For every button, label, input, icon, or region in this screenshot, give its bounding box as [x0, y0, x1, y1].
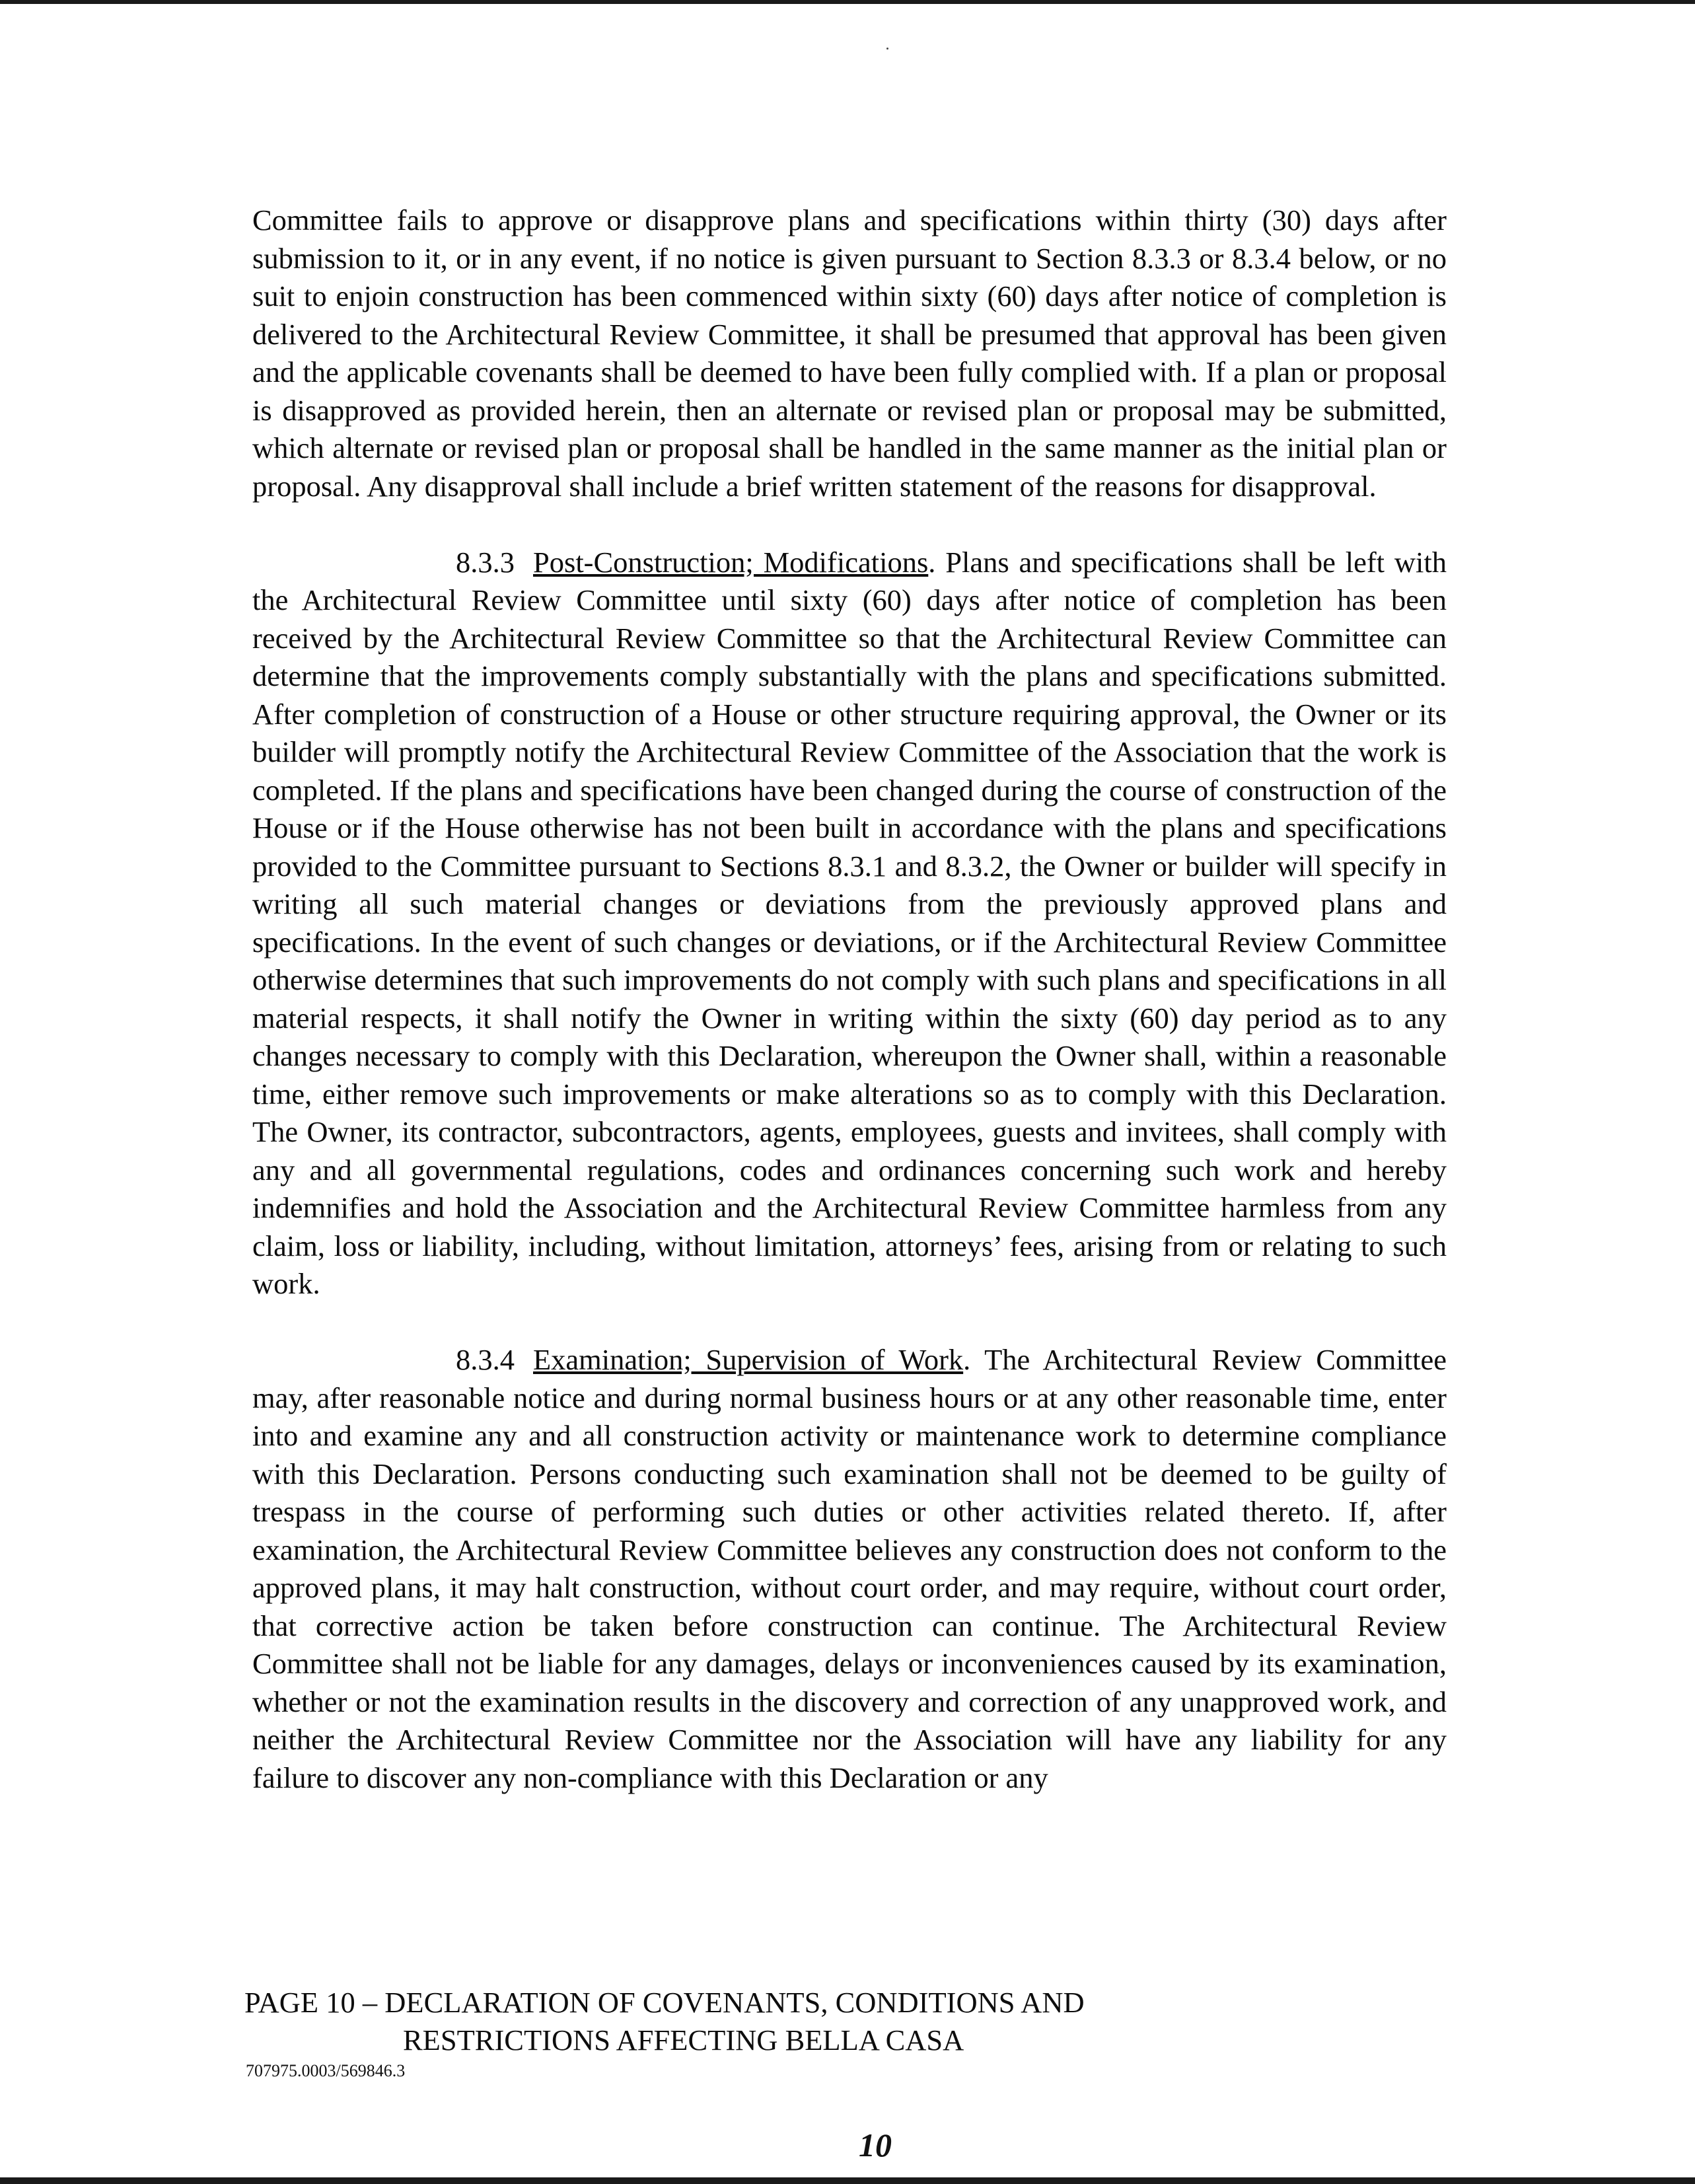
paragraph-spacer: [252, 505, 1447, 544]
scan-bottom-edge: [0, 2177, 1695, 2184]
section-indent: [252, 546, 456, 579]
section-body: Plans and specifications shall be left with the Architectural Review Committee until sixty (60) days after notice of completion has been received by the Architectural Review Committee so that the Architectural Review Committee can determine that the improvements comply substantially with the plans and specifications submitted. After completion of construction of a House or other structure requiring approval, the Owner or its builder will promptly notify the Architectural Review Committee of the Association that the work is completed. If the plans and specifications have been changed during the course of construction of the House or if the House otherwise has not been built in accordance with the plans and specifications provided to the Committee pursuant to Sections 8.3.1 and 8.3.2, the Owner or builder will specify in writing all such material changes or deviations from the previously approved plans and specifications. In the event of such changes or deviations, or if the Architectural Review Committee otherwise determines that such improvements do not comply with such plans and specifications in all material respects, it shall notify the Owner in writing within the sixty (60) day period as to any changes necessary to comply with this Declaration, whereupon the Owner shall, within a reasonable time, either remove such improvements or make alterations so as to comply with this Declaration. The Owner, its contractor, subcontractors, agents, employees, guests and invitees, shall comply with any and all governmental regulations, codes and ordinances concerning such work and hereby indemnifies and hold the Association and the Architectural Review Committee harmless from any claim, loss or liability, including, without limitation, attorneys’ fees, arising from or relating to such work.: [252, 545, 1447, 1300]
paragraph-spacer: [252, 1303, 1447, 1342]
footer-title-line-1: PAGE 10 – DECLARATION OF COVENANTS, CONDITIONS AND: [244, 1986, 1085, 2019]
section-number: 8.3.3: [456, 545, 515, 579]
heading-period: .: [963, 1343, 971, 1376]
scan-speck: [886, 48, 888, 50]
heading-period: .: [928, 545, 936, 579]
paragraph-continuation: Committee fails to approve or disapprove plans and specifications within thirty (30) days after submission to it, or in any event, if no notice is given pursuant to Section 8.3.3 or 8.3.4 below, or no suit to enjoin construction has been commenced within sixty (60) days after notice of completion is delivered to the Architectural Review Committee, it shall be presumed that approval has been given and the applicable covenants shall be deemed to have been fully complied with. If a plan or proposal is disapproved as provided herein, then an alternate or revised plan or proposal may be submitted, which alternate or revised plan or proposal shall be handled in the same manner as the initial plan or proposal. Any disapproval shall include a brief written statement of the reasons for disapproval.: [252, 203, 1447, 503]
section-8-3-3: [252, 544, 1447, 1303]
section-heading: Examination; Supervision of Work: [533, 1343, 964, 1376]
scan-top-edge: [0, 0, 1695, 4]
section-number: 8.3.4: [456, 1343, 515, 1376]
document-body: [252, 201, 1447, 1797]
document-code: 707975.0003/569846.3: [246, 2061, 406, 2080]
section-indent: [252, 1343, 456, 1376]
handwritten-page-number: 10: [859, 2127, 892, 2164]
section-body: The Architectural Review Committee may, after reasonable notice and during normal business hours or at any other reasonable time, enter into and examine any and all construction activity or maintenance work to determine compliance with this Declaration. Persons conducting such examination shall not be deemed to be guilty of trespass in the course of performing such duties or other activities related thereto. If, after examination, the Architectural Review Committee believes any construction does not conform to the approved plans, it may halt construction, without court order, and may require, without court order, that corrective action be taken before construction can continue. The Architectural Review Committee shall not be liable for any damages, delays or inconveniences caused by its examination, whether or not the examination results in the discovery and correction of any unapproved work, and neither the Architectural Review Committee nor the Association will have any liability for any failure to discover any non-compliance with this Declaration or any: [252, 1343, 1447, 1794]
section-8-3-4: [252, 1341, 1447, 1797]
footer-title-line-2: RESTRICTIONS AFFECTING BELLA CASA: [403, 2023, 964, 2057]
page-footer: [244, 1984, 1085, 2059]
section-heading: Post-Construction; Modifications: [533, 545, 929, 579]
